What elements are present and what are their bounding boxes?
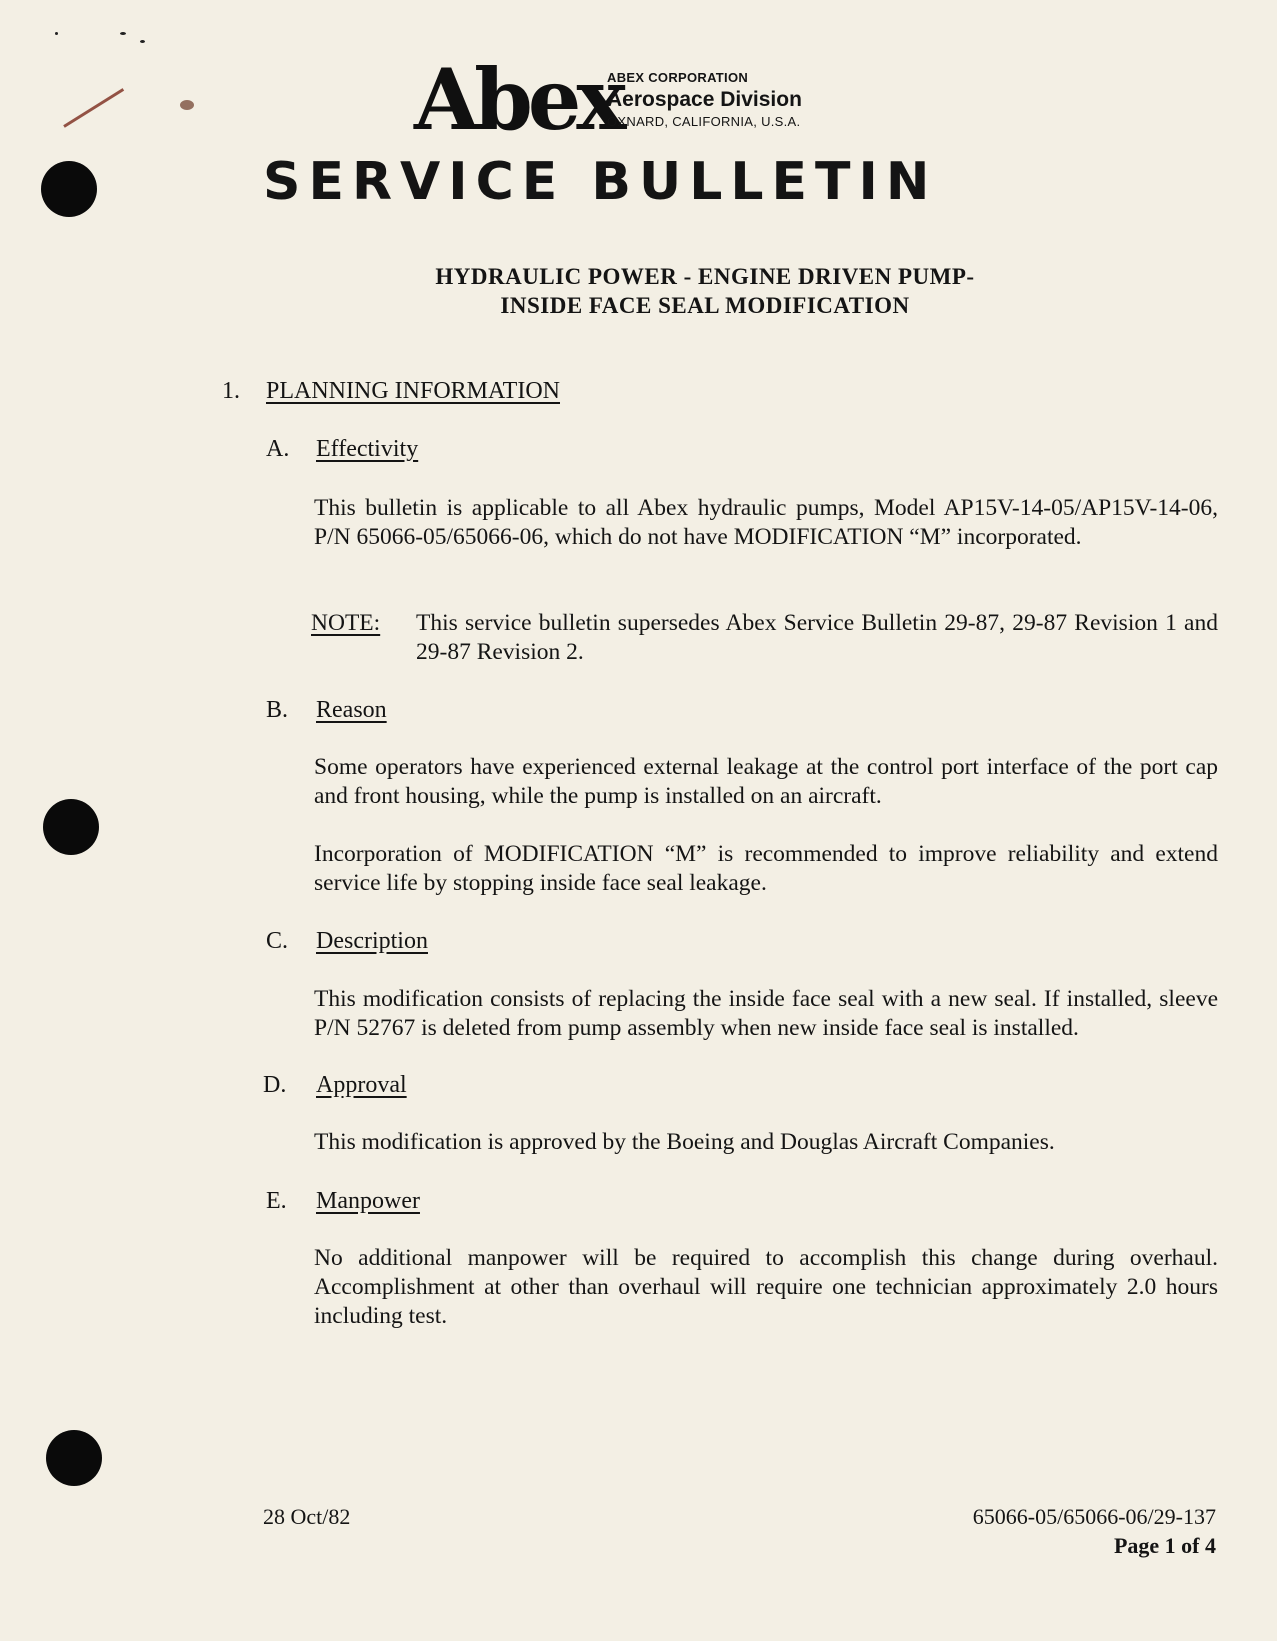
subsection-letter: A. [266,436,290,462]
footer-page-number: Page 1 of 4 [1113,1533,1216,1558]
corporation-name: ABEX CORPORATION [607,70,749,85]
binder-hole-bottom [46,1430,102,1486]
subsection-title-reason: Reason [316,697,387,723]
manpower-text: No additional manpower will be required to accomplish this change during overhaul. Accomplishment at other than overhaul will require one technician approximately 2.0 hours including test. [314,1245,1218,1329]
subsection-letter: C. [266,928,289,954]
subsection-letter: D. [263,1072,287,1098]
reason-text-1: Some operators have experienced external leakage at the control port interface of the port cap and front housing, while the pump is installed on an aircraft. [314,754,1218,809]
note-text: This service bulletin supersedes Abex Service Bulletin 29-87, 29-87 Revision 1 and 29-87 Revision 2. [416,610,1218,665]
approval-text: This modification is approved by the Boeing and Douglas Aircraft Companies. [314,1129,1055,1155]
binder-hole-top [41,161,97,217]
effectivity-text: This bulletin is applicable to all Abex hydraulic pumps, Model AP15V-14-05/AP15V-14-06, P/N 65066-05/65066-06, which do not have MODIFICATION “M” incorporated. [314,495,1218,550]
binder-hole-middle [43,799,99,855]
speck [120,32,126,35]
description-text: This modification consists of replacing the inside face seal with a new seal. If installed, sleeve P/N 52767 is deleted from pump assembly when new inside face seal is installed. [314,986,1218,1041]
pen-mark [63,88,124,128]
division-name: Aerospace Division [607,88,802,111]
masthead-title: SERVICE BULLETIN [263,152,938,212]
subsection-letter: B. [266,697,289,723]
subsection-title-effectivity: Effectivity [316,436,419,462]
subsection-title-manpower: Manpower [316,1188,420,1214]
smudge-mark [180,100,194,110]
footer-doc-number: 65066-05/65066-06/29-137 [972,1504,1216,1529]
abex-logo: Abex [414,50,622,149]
footer-date: 28 Oct/82 [263,1504,351,1529]
subsection-letter: E. [266,1188,287,1214]
reason-text-2: Incorporation of MODIFICATION “M” is recommended to improve reliability and extend service life by stopping inside face seal leakage. [314,841,1218,896]
corporation-location: OXNARD, CALIFORNIA, U.S.A. [607,114,801,129]
subject-line-2: INSIDE FACE SEAL MODIFICATION [500,293,910,318]
note-label: NOTE: [311,610,381,636]
speck [55,32,58,35]
section-title: PLANNING INFORMATION [266,378,560,404]
speck [140,40,145,43]
subject-line-1: HYDRAULIC POWER - ENGINE DRIVEN PUMP- [435,264,975,289]
subsection-title-approval: Approval [316,1072,407,1098]
subsection-title-description: Description [316,928,428,954]
corporation-block [607,70,802,130]
section-number: 1. [222,378,240,404]
